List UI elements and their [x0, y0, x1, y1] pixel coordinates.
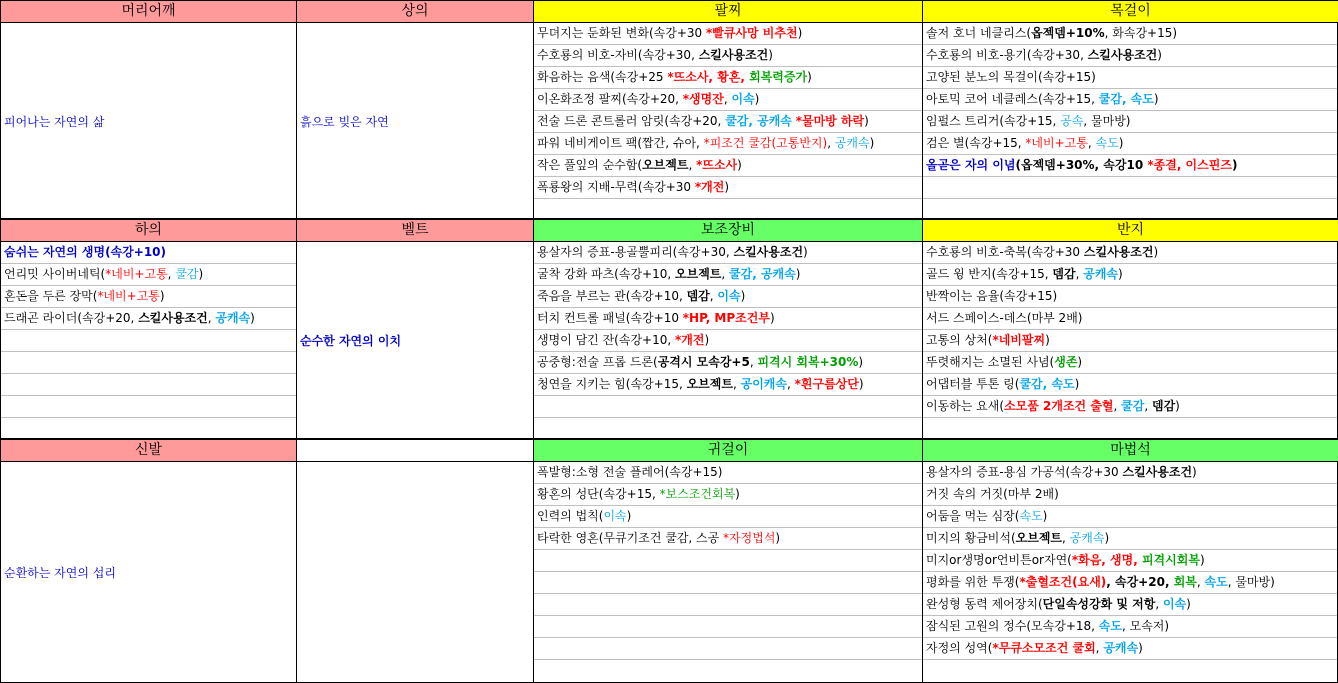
cell-text-segment: ): [803, 245, 808, 259]
cell-text-segment: 화음하는 음색(속강+25: [537, 70, 668, 84]
cell-text-segment: ): [704, 333, 710, 347]
cell-text-segment: ,: [786, 377, 795, 391]
item-cell[interactable]: [923, 286, 1337, 308]
cell-text-segment: 임펄스 트리거(속강+15,: [926, 114, 1061, 128]
cell-text-segment: 쿨감, 공캐속: [729, 267, 796, 281]
cell-text-segment: 생명이 담긴 잔(속강+10,: [537, 333, 676, 347]
cell-text-segment: ): [1231, 158, 1238, 172]
category-header: 벨트: [296, 219, 534, 242]
item-cell[interactable]: [923, 242, 1337, 264]
item-cell[interactable]: [923, 462, 1337, 484]
cell-text-segment: 속도: [1098, 619, 1122, 633]
cell-text-segment: 속도: [1204, 575, 1228, 589]
item-cell[interactable]: [923, 550, 1337, 572]
cell-text-segment: 소모품 2개조건 출혈: [1004, 399, 1114, 413]
cell-text-segment: 피격시 회복+30%: [757, 355, 859, 369]
cell-text-segment: ): [1186, 597, 1191, 611]
item-cell[interactable]: [923, 89, 1337, 111]
cell-text-segment: ): [1104, 531, 1110, 545]
cell-text-segment: ,: [1095, 641, 1104, 655]
item-cell[interactable]: [534, 89, 922, 111]
cell-text-segment: ): [769, 311, 775, 325]
cell-text-segment: 수호룡의 비호-자비(속강+30,: [537, 48, 699, 62]
cell-text-segment: 드래곤 라이더(속강+20,: [4, 311, 139, 325]
cell-text-segment: 회복: [1173, 575, 1197, 589]
cell-text-segment: 스킬사용조건: [1122, 465, 1193, 479]
cell-text-segment: ,: [749, 355, 758, 369]
cell-text-segment: *피조건 쿨감(고통반지): [703, 136, 828, 150]
cell-text-segment: (옵젝뎀+30%, 속강10: [1015, 158, 1148, 172]
item-cell[interactable]: [923, 484, 1337, 506]
cell-text-segment: 스킬사용조건: [698, 48, 769, 62]
category-header: [296, 439, 534, 462]
cell-text-segment: 공속: [1060, 114, 1084, 128]
cell-text-segment: ): [1192, 465, 1197, 479]
cell-text-segment: 오브젝트: [686, 377, 733, 391]
cell-text-segment: 공캐속: [1103, 641, 1139, 655]
item-list-column: [533, 23, 923, 219]
item-cell[interactable]: [534, 330, 922, 352]
cell-text-segment: 인력의 법칙(: [537, 509, 604, 523]
item-cell[interactable]: [534, 484, 922, 506]
merged-item-cell[interactable]: [0, 462, 297, 683]
cell-text-segment: *네비+고통: [105, 267, 168, 281]
category-header: 하의: [0, 219, 297, 242]
cell-text-segment: 완성형 동력 제어장치(: [926, 597, 1043, 611]
cell-text-segment: ): [740, 289, 746, 303]
cell-text-segment: ): [1077, 355, 1083, 369]
cell-text-segment: 파워 네비게이트 팩(짭간, 슈아,: [537, 136, 704, 150]
cell-text-segment: 거짓 속의 거짓(마부 2배): [926, 487, 1059, 501]
cell-text-segment: 이속: [603, 509, 627, 523]
item-cell[interactable]: [534, 286, 922, 308]
cell-text-segment: 무뎌지는 둔화된 변화(속강+30: [537, 26, 706, 40]
cell-text-segment: 이속: [731, 92, 755, 106]
cell-text-segment: ,: [1144, 399, 1152, 413]
item-cell[interactable]: [534, 133, 922, 155]
cell-text-segment: , 모속저): [1121, 619, 1170, 633]
cell-text-segment: *화음, 생명,: [1071, 553, 1142, 567]
cell-text-segment: 뎀감: [686, 289, 710, 303]
cell-text-segment: *네비팔찌: [992, 333, 1046, 347]
cell-text-segment: ,: [732, 377, 741, 391]
cell-text-segment: ): [159, 289, 165, 303]
cell-text-segment: 공캐속: [1069, 531, 1105, 545]
item-list-column: [922, 23, 1338, 219]
item-cell[interactable]: [923, 308, 1337, 330]
cell-text-segment: 죽음을 부르는 관(속강+10,: [537, 289, 687, 303]
cell-text-segment: *빨큐사망 비추천: [705, 26, 798, 40]
cell-text-segment: 오브젝트: [1015, 531, 1063, 545]
item-cell[interactable]: [923, 352, 1337, 374]
cell-text-segment: , 물마방): [1083, 114, 1131, 128]
cell-text-segment: 터치 컨트롤 패널(속강+10: [537, 311, 683, 325]
item-cell[interactable]: [923, 418, 1337, 440]
item-cell[interactable]: [923, 45, 1337, 67]
cell-text-segment: ): [1153, 245, 1159, 259]
cell-text-segment: ,: [1155, 597, 1163, 611]
item-cell[interactable]: [923, 638, 1337, 660]
item-cell[interactable]: [1, 396, 296, 418]
item-cell[interactable]: [534, 67, 922, 89]
cell-text-segment: ): [858, 355, 864, 369]
cell-text-segment: 쿨감, 공캐속: [725, 114, 792, 128]
cell-text-segment: ): [250, 311, 255, 325]
cell-text-segment: ,: [709, 289, 718, 303]
cell-text-segment: 이동하는 요새(: [926, 399, 1005, 413]
cell-text-segment: *자정법석: [723, 531, 776, 545]
item-cell[interactable]: [534, 155, 922, 177]
cell-text-segment: ): [737, 158, 742, 172]
cell-text-segment: 용살자의 증표-용골뿔피리(속강+30,: [537, 245, 734, 259]
cell-text-segment: 단일속성강화 및 저항: [1042, 597, 1156, 611]
item-cell[interactable]: [1, 264, 296, 286]
cell-text-segment: 오브젝트: [642, 158, 689, 172]
item-cell[interactable]: [534, 111, 922, 133]
cell-text-segment: 청연을 지키는 힘(속강+15,: [537, 377, 687, 391]
cell-text-segment: *네비+고통: [97, 289, 160, 303]
item-cell[interactable]: [534, 462, 922, 484]
cell-text-segment: *물마방 하락: [795, 114, 865, 128]
merged-item-cell[interactable]: [296, 462, 534, 683]
category-header: 반지: [922, 219, 1338, 242]
item-cell[interactable]: [534, 308, 922, 330]
item-cell[interactable]: [534, 616, 922, 638]
category-header: 보조장비: [533, 219, 923, 242]
item-cell[interactable]: [534, 352, 922, 374]
item-cell[interactable]: [534, 374, 922, 396]
cell-text-segment: ): [724, 180, 730, 194]
cell-text-segment: ): [1118, 267, 1123, 281]
item-cell[interactable]: [1, 330, 296, 352]
cell-text-segment: 공캐속: [215, 311, 251, 325]
cell-text-segment: ,: [721, 267, 730, 281]
cell-text-segment: ): [198, 267, 204, 281]
cell-text-segment: ): [775, 531, 781, 545]
item-cell[interactable]: [923, 396, 1337, 418]
cell-text-segment: 오브젝트: [675, 267, 722, 281]
cell-text-segment: 고통의 상처(: [926, 333, 993, 347]
cell-text-segment: *네비+고통: [1025, 136, 1088, 150]
cell-text-segment: ,: [207, 311, 216, 325]
cell-text-segment: 스킬사용조건: [1087, 48, 1158, 62]
item-cell[interactable]: [923, 155, 1337, 177]
item-cell[interactable]: [534, 594, 922, 616]
category-header: 머리어깨: [0, 0, 297, 23]
item-cell[interactable]: [923, 177, 1337, 199]
cell-text-segment: 공캐속: [1083, 267, 1119, 281]
cell-text-segment: 자정의 성역(: [926, 641, 993, 655]
cell-text-segment: 솔저 호너 네클리스(: [926, 26, 1032, 40]
cell-text-segment: ): [807, 70, 812, 84]
item-cell[interactable]: [1, 418, 296, 440]
category-header: 상의: [296, 0, 534, 23]
cell-text-segment: 용살자의 증표-용심 가공석(속강+30: [926, 465, 1123, 479]
cell-text-segment: 쿨감, 속도: [1098, 92, 1154, 106]
category-header: 신발: [0, 439, 297, 462]
item-cell[interactable]: [1, 242, 296, 264]
cell-text-segment: ,: [1087, 136, 1096, 150]
cell-text-segment: 이온화조정 팔찌(속강+20,: [537, 92, 683, 106]
cell-text-segment: 공중형:전술 프롭 드론(: [537, 355, 658, 369]
item-cell[interactable]: [923, 111, 1337, 133]
item-cell[interactable]: [534, 550, 922, 572]
item-cell[interactable]: [923, 330, 1337, 352]
cell-text-segment: ): [1045, 333, 1050, 347]
cell-text-segment: 쿨감: [1121, 399, 1145, 413]
cell-text-segment: 쿨감: [175, 267, 199, 281]
cell-text-segment: 뚜렷해지는 소멸된 사념(: [926, 355, 1055, 369]
cell-text-segment: ): [869, 136, 875, 150]
cell-text-segment: 피어나는 자연의 삶: [4, 114, 105, 129]
category-header: 목걸이: [922, 0, 1338, 23]
item-cell[interactable]: [534, 23, 922, 45]
cell-text-segment: 스킬사용조건: [733, 245, 804, 259]
cell-text-segment: 미지의 황금비석(: [926, 531, 1016, 545]
cell-text-segment: ): [864, 114, 869, 128]
cell-text-segment: 반짝이는 음율(속강+15): [926, 289, 1058, 303]
cell-text-segment: 옵젝뎀+10%: [1031, 26, 1105, 40]
item-cell[interactable]: [1, 308, 296, 330]
item-list-column: [533, 242, 923, 439]
item-cell[interactable]: [534, 572, 922, 594]
cell-text-segment: , 물마방): [1227, 575, 1275, 589]
cell-text-segment: *개전: [675, 333, 705, 347]
cell-text-segment: 어둠을 먹는 심장(: [926, 509, 1020, 523]
item-cell[interactable]: [923, 264, 1337, 286]
item-cell[interactable]: [534, 242, 922, 264]
cell-text-segment: ): [1118, 136, 1124, 150]
cell-text-segment: *뜨소사: [696, 158, 738, 172]
cell-text-segment: *흰구름상단: [794, 377, 859, 391]
cell-text-segment: 생존: [1054, 355, 1078, 369]
item-cell[interactable]: [923, 67, 1337, 89]
cell-text-segment: 쿨감, 속도: [1019, 377, 1075, 391]
cell-text-segment: *개전: [694, 180, 725, 194]
cell-text-segment: 속도: [1095, 136, 1119, 150]
cell-text-segment: 작은 풀잎의 순수함(: [537, 158, 643, 172]
cell-text-segment: 잠식된 고원의 정수(모속강+18,: [926, 619, 1099, 633]
cell-text-segment: *뜨소사, 황혼,: [667, 70, 750, 84]
cell-text-segment: ,: [1113, 399, 1122, 413]
item-list-column: [922, 462, 1338, 683]
cell-text-segment: 순수한 자연의 이치: [300, 334, 402, 348]
cell-text-segment: ): [795, 267, 801, 281]
merged-item-cell[interactable]: [296, 23, 534, 219]
cell-text-segment: 폭룡왕의 지배-무력(속강+30: [537, 180, 695, 194]
cell-text-segment: 뎀감: [1052, 267, 1076, 281]
cell-text-segment: 굴착 강화 파츠(속강+10,: [537, 267, 676, 281]
item-cell[interactable]: [534, 638, 922, 660]
item-cell[interactable]: [534, 396, 922, 418]
cell-text-segment: 미지or생명or언비튼or자연(: [926, 553, 1072, 567]
cell-text-segment: 속도: [1019, 509, 1043, 523]
cell-text-segment: 폭발형:소형 전술 플레어(속강+15): [537, 465, 723, 479]
cell-text-segment: *생명잔: [682, 92, 724, 106]
item-cell[interactable]: [534, 506, 922, 528]
cell-text-segment: 서드 스페이스-데스(마부 2배): [926, 311, 1083, 325]
item-cell[interactable]: [534, 264, 922, 286]
cell-text-segment: ): [1199, 553, 1205, 567]
cell-text-segment: ,: [688, 158, 697, 172]
cell-text-segment: 스킬사용조건: [1083, 245, 1154, 259]
cell-text-segment: ,: [1196, 575, 1205, 589]
cell-text-segment: 공격시 모속강+5: [657, 355, 750, 369]
cell-text-segment: 뎀감: [1151, 399, 1176, 413]
cell-text-segment: 이속: [717, 289, 741, 303]
cell-text-segment: 고양된 분노의 목걸이(속강+15): [926, 70, 1096, 84]
cell-text-segment: *보스조건회복: [659, 487, 736, 501]
cell-text-segment: 피격시회복: [1141, 553, 1200, 567]
cell-text-segment: 순환하는 자연의 섭리: [4, 566, 116, 580]
item-cell[interactable]: [923, 23, 1337, 45]
item-cell[interactable]: [534, 528, 922, 550]
cell-text-segment: ): [1138, 641, 1143, 655]
cell-text-segment: 평화를 위한 투쟁(: [926, 575, 1020, 589]
item-cell[interactable]: [923, 616, 1337, 638]
item-cell[interactable]: [923, 528, 1337, 550]
item-list-column: [0, 242, 297, 439]
item-cell[interactable]: [1, 374, 296, 396]
cell-text-segment: ): [1153, 92, 1159, 106]
cell-text-segment: 아토믹 코어 네클레스(속강+15,: [926, 92, 1099, 106]
cell-text-segment: ,: [167, 267, 176, 281]
cell-text-segment: *무큐소모조건 쿨회: [992, 641, 1096, 655]
item-cell[interactable]: [923, 374, 1337, 396]
cell-text-segment: ): [626, 509, 632, 523]
cell-text-segment: 흙으로 빚은 자연: [300, 114, 389, 129]
cell-text-segment: 공이캐속: [740, 377, 787, 391]
cell-text-segment: ,: [723, 92, 732, 106]
cell-text-segment: 수호룡의 비호-축복(속강+30: [926, 245, 1084, 259]
category-header: 귀걸이: [533, 439, 923, 462]
cell-text-segment: ): [735, 487, 740, 501]
cell-text-segment: ,: [827, 136, 835, 150]
cell-text-segment: , 화속강+15): [1104, 26, 1178, 40]
cell-text-segment: ): [1175, 399, 1180, 413]
cell-text-segment: *종결, 이스핀즈: [1147, 158, 1232, 172]
cell-text-segment: 회복력증가: [749, 70, 808, 84]
cell-text-segment: *HP, MP조건부: [682, 311, 770, 325]
cell-text-segment: 공캐속: [834, 136, 870, 150]
cell-text-segment: ): [858, 377, 864, 391]
cell-text-segment: 검은 별(속강+15,: [926, 136, 1026, 150]
cell-text-segment: 수호룡의 비호-용기(속강+30,: [926, 48, 1088, 62]
cell-text-segment: 전술 드론 콘트롤러 암릿(속강+20,: [537, 114, 726, 128]
item-cell[interactable]: [923, 133, 1337, 155]
cell-text-segment: 숨쉬는 자연의 생명(속강+10): [4, 245, 166, 259]
item-cell[interactable]: [923, 572, 1337, 594]
cell-text-segment: 올곧은 자의 이념: [926, 158, 1016, 172]
item-cell[interactable]: [1, 352, 296, 374]
item-cell[interactable]: [534, 418, 922, 440]
cell-text-segment: 스킬사용조건: [138, 311, 208, 325]
cell-text-segment: ): [1042, 509, 1048, 523]
item-cell[interactable]: [534, 177, 922, 199]
item-cell[interactable]: [923, 594, 1337, 616]
cell-text-segment: ,: [1075, 267, 1084, 281]
item-list-column: [533, 462, 923, 683]
cell-text-segment: ): [768, 48, 773, 62]
item-cell[interactable]: [923, 506, 1337, 528]
item-cell[interactable]: [1, 286, 296, 308]
cell-text-segment: ): [754, 92, 760, 106]
cell-text-segment: ): [797, 26, 803, 40]
cell-text-segment: 어댑터블 투톤 링(: [926, 377, 1020, 391]
cell-text-segment: 이속: [1162, 597, 1187, 611]
category-header: 팔찌: [533, 0, 923, 23]
cell-text-segment: *출혈조건(요새): [1019, 575, 1107, 589]
cell-text-segment: ): [1157, 48, 1162, 62]
merged-item-cell[interactable]: [0, 23, 297, 219]
cell-text-segment: , 속강+20,: [1106, 575, 1174, 589]
cell-text-segment: 황혼의 성단(속강+15,: [537, 487, 660, 501]
cell-text-segment: 혼돈을 두른 장막(: [4, 289, 98, 303]
cell-text-segment: 골드 윙 반지(속강+15,: [926, 267, 1053, 281]
cell-text-segment: 타락한 영혼(무큐기조건 쿨감, 스공: [537, 531, 724, 545]
cell-text-segment: ): [1074, 377, 1080, 391]
cell-text-segment: ,: [1062, 531, 1070, 545]
category-header: 마법석: [922, 439, 1338, 462]
item-cell[interactable]: [534, 45, 922, 67]
merged-item-cell[interactable]: [296, 242, 534, 439]
item-list-column: [922, 242, 1338, 439]
cell-text-segment: 언리밋 사이버네틱(: [4, 267, 106, 281]
